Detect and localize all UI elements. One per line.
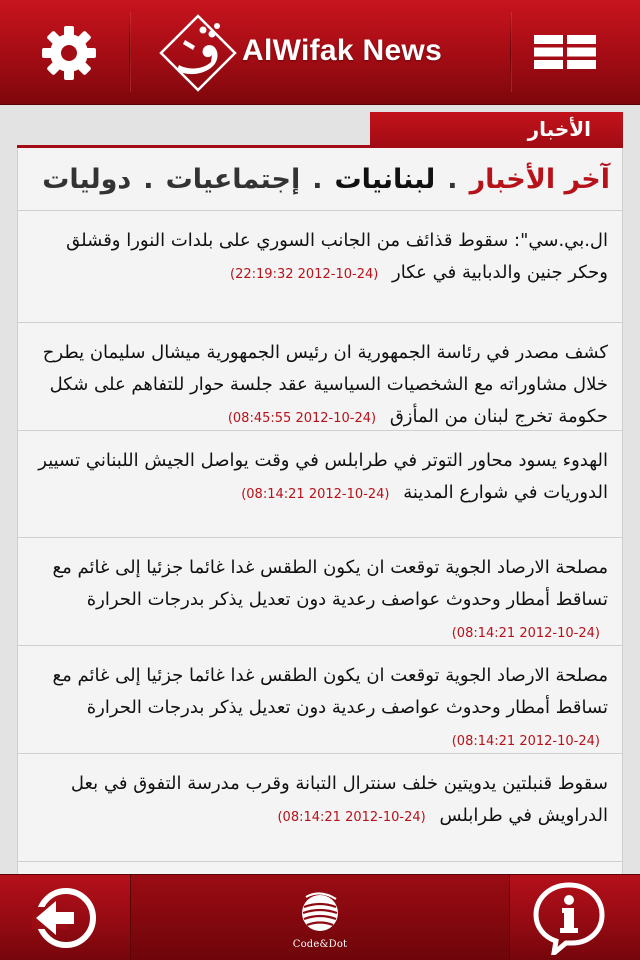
news-timestamp: (24-10-2012 08:14:21) [277, 810, 426, 825]
back-button[interactable] [28, 885, 98, 951]
news-text: كشف مصدر في رئاسة الجمهورية ان رئيس الجمهورية ميشال سليمان يطرح خلال مشاوراته مع الشخصيات السياسية عقد جلسة حوار للتفاهم على شكل حكومة تخرج لبنان من المأزق [42, 342, 608, 427]
app-logo [155, 10, 241, 96]
news-text: الهدوء يسود محاور التوتر في طرابلس في وقت يواصل الجيش اللبناني تسيير الدوريات في شوارع المدينة [38, 450, 608, 503]
news-item[interactable] [18, 323, 622, 431]
menu-icon [534, 35, 596, 69]
news-item[interactable] [18, 538, 622, 646]
news-item[interactable] [18, 646, 622, 754]
app-footer [0, 874, 640, 960]
category-separator: . [143, 163, 154, 195]
settings-button[interactable] [30, 14, 108, 92]
info-icon [532, 881, 606, 955]
news-item[interactable] [18, 754, 622, 862]
news-timestamp: (24-10-2012 08:14:21) [241, 487, 390, 502]
news-timestamp: (24-10-2012 08:14:21) [451, 626, 600, 641]
news-panel [17, 148, 623, 874]
news-text: مصلحة الارصاد الجوية توقعت ان يكون الطقس غدا غائما جزئيا إلى غائم مع تساقط أمطار وحدوث عواصف رعدية دون تعديل يذكر بدرجات الحرارة [52, 557, 608, 610]
news-item[interactable] [18, 211, 622, 323]
wifak-logo-icon [155, 10, 241, 96]
news-text: ال.بي.سي": سقوط قذائف من الجانب السوري على بلدات النورا وقشلق وحكر جنين والدبابية في عكار [66, 230, 608, 283]
tab-social[interactable]: إجتماعيات [165, 163, 301, 195]
news-timestamp: (24-10-2012 08:14:21) [451, 734, 600, 749]
category-tabs [18, 148, 622, 211]
category-separator: . [447, 163, 458, 195]
gear-icon [39, 23, 99, 83]
section-tab: الأخبار [370, 112, 623, 146]
tab-lebanese[interactable]: لبنانيات [334, 163, 436, 195]
app-header [0, 0, 640, 105]
news-item[interactable] [18, 431, 622, 538]
news-timestamp: (24-10-2012 08:45:55) [227, 411, 377, 426]
codedot-globe-icon [298, 891, 342, 933]
brand-label: Code&Dot [292, 939, 348, 950]
tab-international[interactable]: دوليات [42, 163, 132, 195]
header-divider [129, 12, 131, 92]
menu-button[interactable] [528, 22, 604, 82]
category-separator: . [312, 163, 323, 195]
info-button[interactable] [532, 881, 606, 955]
news-timestamp: (24-10-2012 22:19:32) [230, 267, 379, 282]
app-title: AlWifak News [242, 34, 443, 67]
news-text: مصلحة الارصاد الجوية توقعت ان يكون الطقس غدا غائما جزئيا إلى غائم مع تساقط أمطار وحدوث عواصف رعدية دون تعديل يذكر بدرجات الحرارة [52, 665, 608, 718]
tab-latest-news[interactable]: آخر الأخبار [469, 163, 610, 195]
news-list [18, 211, 622, 862]
codedot-logo [290, 891, 350, 953]
back-arrow-icon [28, 885, 98, 951]
news-text: سقوط قنبلتين يدويتين خلف سنترال التبانة وقرب مدرسة التفوق في بعل الدراويش في طرابلس [70, 773, 608, 826]
header-divider [510, 12, 512, 92]
